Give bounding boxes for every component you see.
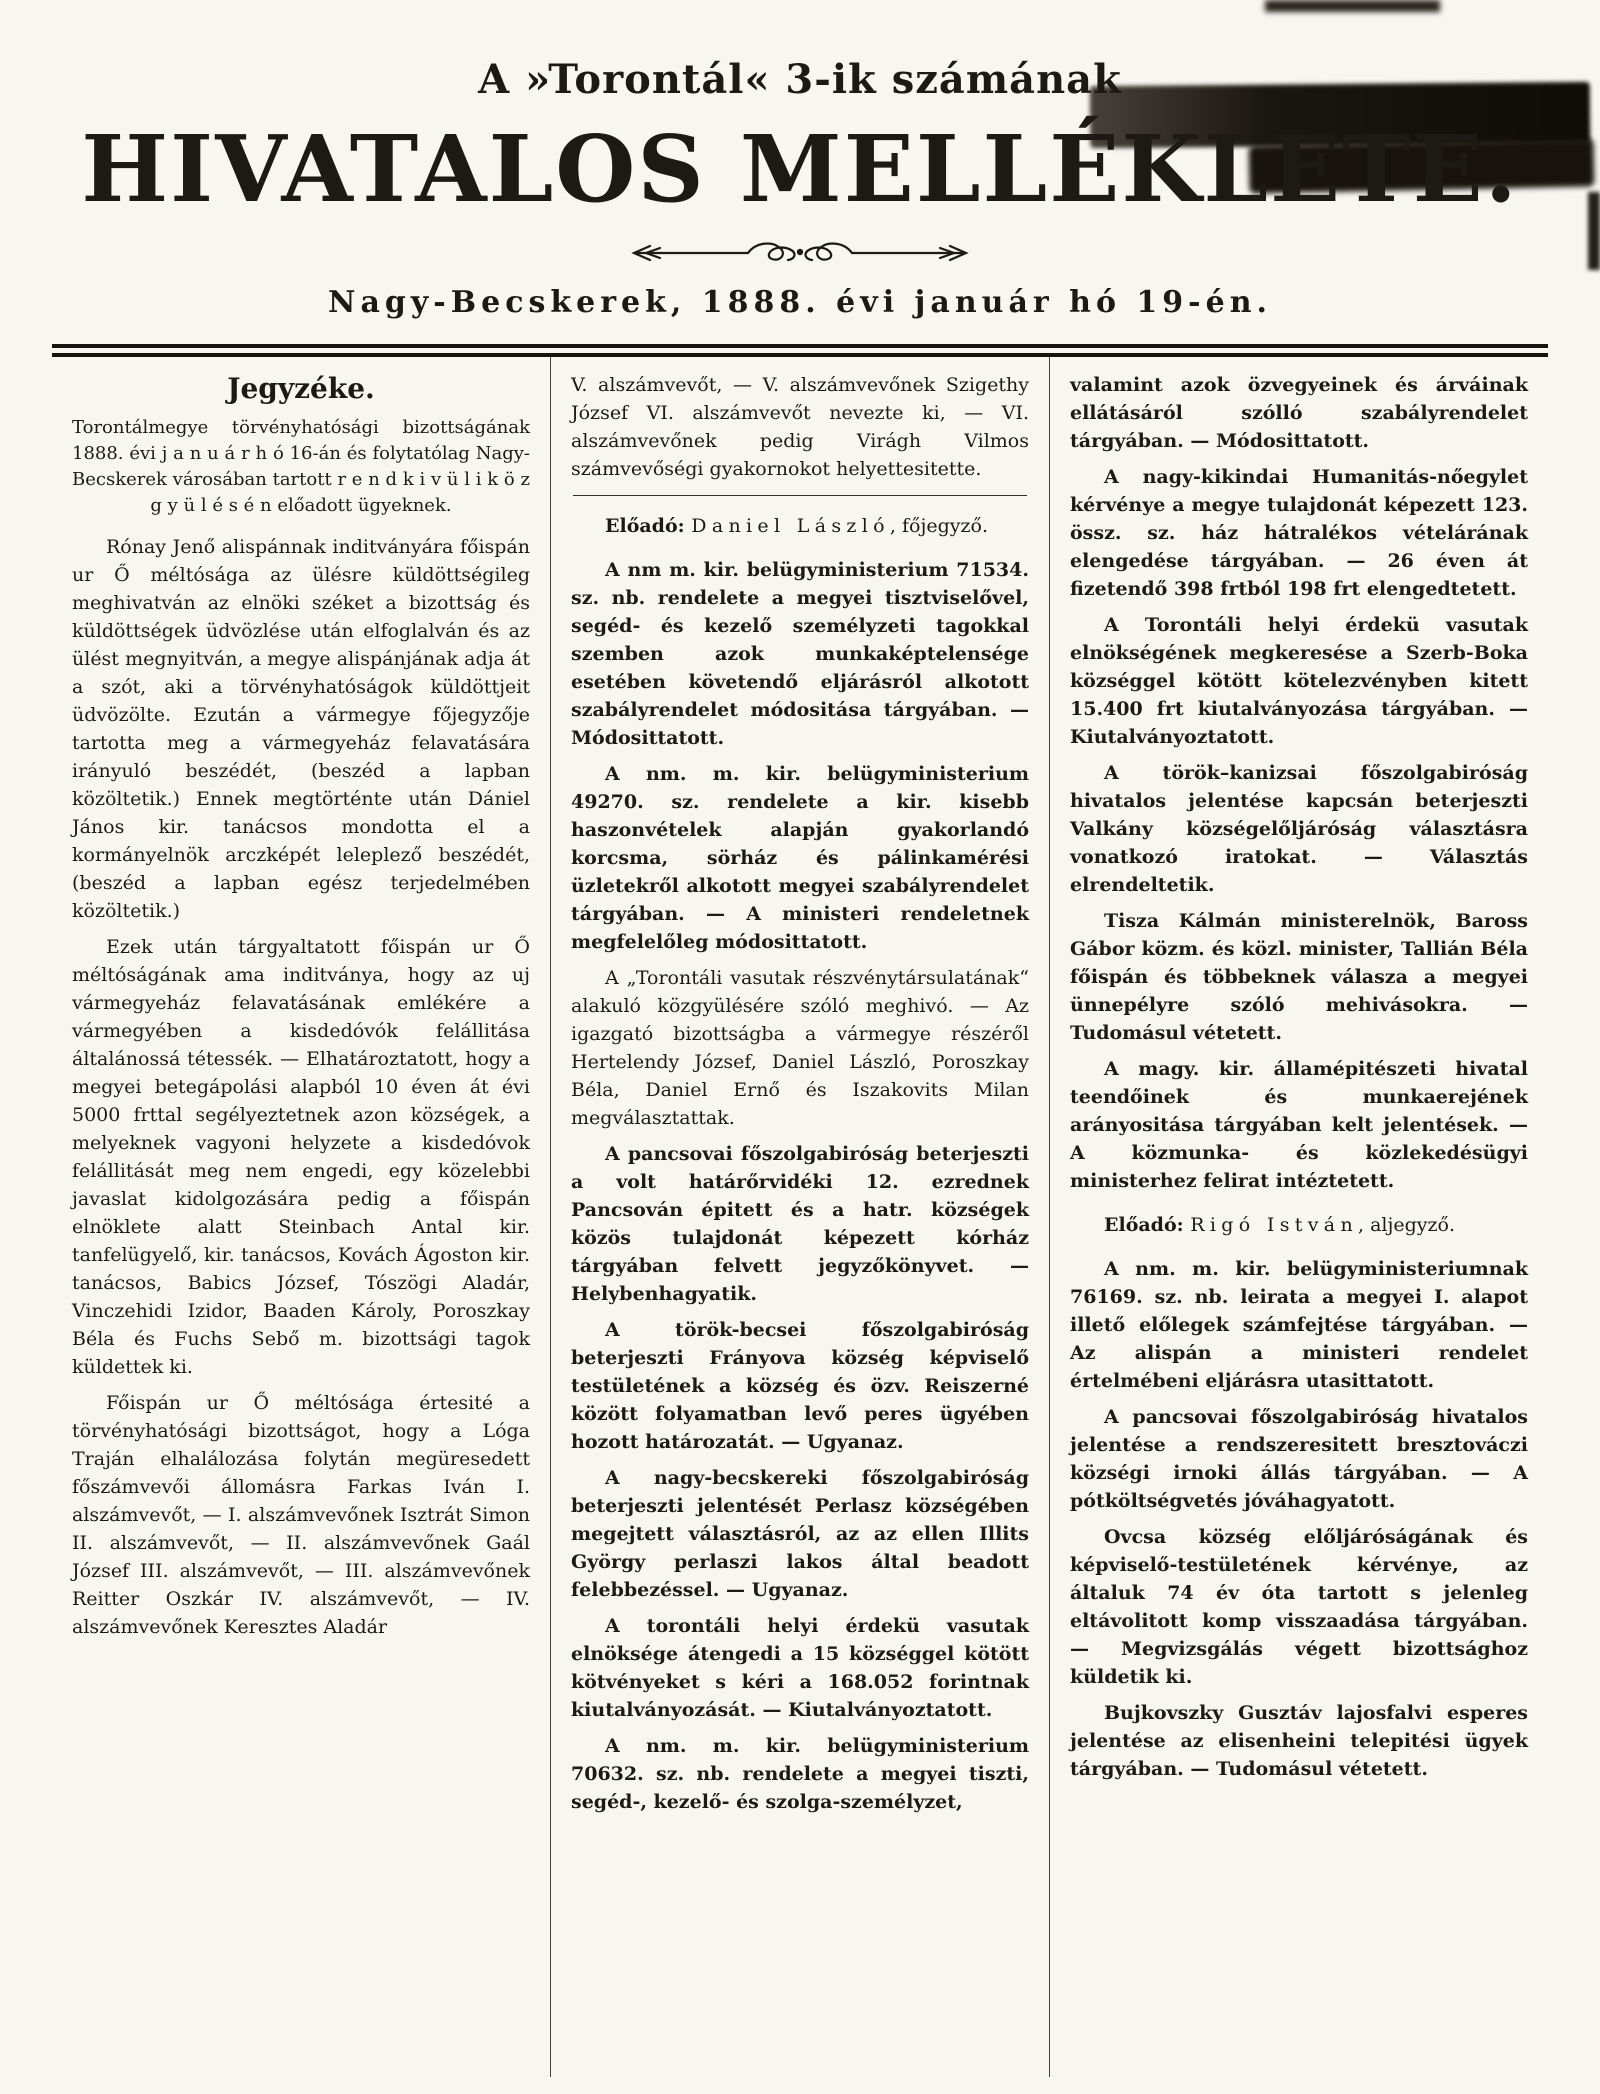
column-intro: Torontálmegye törvényhatósági bizottságának 1888. évi j a n u á r h ó 16-án és folytatólag Nagy-Becskerek városában tartott r e n d k i v ü l i k ö z g y ü l é s é n előadott ügyeknek. <box>72 417 530 516</box>
paragraph: Tisza Kálmán ministerelnök, Baross Gábor közm. és közl. minister, Tallián Béla főispán és többeknek válasza a megyei ünnepélyre szóló mehivásokra. — Tudomásul vétetett. <box>1070 910 1528 1044</box>
paragraph: A nm. m. kir. belügyministerium 70632. sz. nb. rendelete a megyei tiszti, segéd-, kezelő- és szolga-személyzet, <box>571 1735 1029 1813</box>
paragraph: A pancsovai főszolgabiróság beterjeszti a volt határőrvidéki 12. ezrednek Pancsován épitett és a hatr. községek közös tulajdonát képezett kórház tárgyában felvett jegyzőkönyvet. — Helybenhagyatik. <box>571 1143 1029 1305</box>
paragraph: A Torontáli helyi érdekü vasutak elnökségének megkeresése a Szerb-Boka községgel kötött kötelezvényben kitett 15.400 frt kiutalványozása tárgyában. — Kiutalványoztatott. <box>1070 614 1528 748</box>
scan-artifact <box>1588 192 1600 270</box>
paragraph: A nagy-kikindai Humanitás-nőegylet kérvénye a megye tulajdonát képezett 123. össz. sz. ház hátralékos vételárának elengedése tárgyában. — 26 éven át fizetendő 398 frtból 198 frt elengedtetett. <box>1070 466 1528 600</box>
presenter-line <box>571 512 1029 540</box>
paragraph: A nm m. kir. belügyministerium 71534. sz. nb. rendelete a megyei tisztviselővel, segéd- és kezelő személyzeti tagokkal szemben azok munkaképtelensége esetében követendő eljárásról alkotott szabályrendelet módositása tárgyában. — Módosittatott. <box>571 559 1029 749</box>
section-heading: Jegyzéke. <box>227 372 375 405</box>
paragraph: A pancsovai főszolgabiróság hivatalos jelentése a rendszeresitett bresztováczi községi irnoki állás tárgyában. — A pótköltségvetés jóváhagyatott. <box>1070 1406 1528 1512</box>
paragraph: A nm. m. kir. belügyministerium 49270. sz. rendelete a kir. kisebb haszonvételek alapján gyakorlandó korcsma, sörház és pálinkamérési üzletekről alkotott megyei szabályrendelet tárgyában. — A ministeri rendeletnek megfelelőleg módosittatott. <box>571 763 1029 953</box>
masthead <box>52 0 1548 320</box>
paragraph: A „Torontáli vasutak részvénytársulatának“ alakuló közgyülésére szóló meghivó. — Az igazgató bizottságba a vármegye részéről Hertelendy József, Daniel László, Poroszkay Béla, Daniel Ernő és Iszakovits Milan megválasztattak. <box>571 967 1029 1129</box>
paragraph: Ezek után tárgyaltatott főispán ur Ő méltóságának ama inditványa, hogy az uj vármegyeház felavatásának emlékére a vármegyében a kisdedóvók felállitása általánossá tétessék. — Elhatároztatott, hogy a megyei betegápolási alapból 10 éven át évi 5000 frttal segélyeztetnek azon községek, a melyeknek vagyoni helyzete a kisdedóvok felállitását meg nem engedi, egy közelebbi javaslat kidolgozására pedig a főispán elnöklete alatt Steinbach Antal kir. tanfelügyelő, kir. tanácsos, Kovách Ágoston kir. tanácsos, Babics József, Tószögi Aladár, Vinczehidi Izidor, Baaden Károly, Poroszkay Béla és Fuchs Sebő m. bizottsági tagok küldettek ki. <box>72 936 530 1378</box>
paragraph: Főispán ur Ő méltósága értesité a törvényhatósági bizottságot, hogy a Lóga Traján elhalálozása folytán megüresedett főszámvevői állomásra Farkas Iván I. alszámvevőt, — I. alszámvevőnek Isztrát Simon II. alszámvevőt, — II. alszámvevőnek Gaál József III. alszámvevőt, — III. alszámvevőnek Reitter Oszkár IV. alszámvevőt, — IV. alszámvevőnek Keresztes Aladár <box>72 1392 530 1638</box>
presenter-line <box>1070 1211 1528 1239</box>
article-columns <box>52 357 1548 2077</box>
paragraph: valamint azok özvegyeinek és árváinak ellátásáról szólló szabályrendelet tárgyában. — Módosittatott. <box>1070 374 1528 452</box>
section-divider <box>573 495 1027 496</box>
presenter-role: , főjegyző. <box>889 515 988 537</box>
paragraph: A torontáli helyi érdekü vasutak elnöksége átengedi a 15 községgel kötött kötvényeket s kéri a 168.052 forintnak kiutalványozását. — Kiutalványoztatott. <box>571 1615 1029 1721</box>
column-2 <box>550 357 1049 2077</box>
presenter-role: , aljegyző. <box>1358 1214 1456 1236</box>
paragraph: Rónay Jenő alispánnak inditványára főispán ur Ő méltósága az ülésre küldöttségileg meghivatván az elnöki széket a bizottság és küldöttségek üdvözlése után elfoglalván és az ülést megnyitván, a megye alispánjának adja át a szót, aki a törvényhatóságok küldöttjeit üdvözölte. Ezután a vármegye főjegyzője tartotta meg a vármegyeház felavatására irányuló beszédét, (beszéd a lapban közöltetik.) Ennek megtörténte után Dániel János kir. tanácsos mondotta el a kormányelnök arczképét leleplező beszédét, (beszéd a lapban egész terjedelmében közöltetik.) <box>72 536 530 922</box>
masthead-double-rule <box>52 344 1548 357</box>
masthead-title: HIVATALOS MELLÉKLETE. <box>81 115 1519 223</box>
paragraph: Bujkovszky Gusztáv lajosfalvi esperes jelentése az elisenheini telepitési ügyek tárgyában. — Tudomásul vétetett. <box>1070 1702 1528 1780</box>
column-1 <box>52 357 550 2077</box>
paragraph: A magy. kir. államépitészeti hivatal teendőinek és munkaerejének arányositása tárgyában kelt jelentések. — A közmunka- és közlekedésügyi ministerhez felirat intéztetett. <box>1070 1058 1528 1192</box>
dateline: Nagy-Becskerek, 1888. évi január hó 19-én. <box>328 285 1272 320</box>
presenter-label: Előadó: <box>1104 1214 1191 1236</box>
presenter-name: Daniel László <box>691 515 890 537</box>
paragraph: Ovcsa község előljáróságának és képviselő-testületének kérvénye, az általuk 74 év óta tartott s jelenleg eltávolitott komp visszaadása tárgyában. — Megvizsgálás végett bizottsághoz küldetik ki. <box>1070 1526 1528 1688</box>
presenter-label: Előadó: <box>605 515 692 537</box>
paragraph: A török-becsei főszolgabiróság beterjeszti Frányova község képviselő testületének a község és özv. Reiszerné között folyamatban levő peres ügyében hozott határozatát. — Ugyanaz. <box>571 1319 1029 1453</box>
paragraph: A nm. m. kir. belügyministeriumnak 76169. sz. nb. leirata a megyei I. alapot illető előlegek számfejtése tárgyában. — Az alispán a ministeri rendelet értelmébeni eljárásra utasittatott. <box>1070 1258 1528 1392</box>
ornament-flourish-icon <box>52 237 1548 269</box>
masthead-kicker: A »Torontál« 3-ik számának <box>478 56 1122 103</box>
paragraph: A török–kanizsai főszolgabiróság hivatalos jelentése kapcsán beterjeszti Valkány községelőljáróság választásra vonatkozó iratokat. — Választás elrendeltetik. <box>1070 762 1528 896</box>
paragraph: A nagy-becskereki főszolgabiróság beterjeszti jelentését Perlasz községében megejtett választásról, az az ellen Illits György perlaszi lakos által beadott felebbezéssel. — Ugyanaz. <box>571 1467 1029 1601</box>
paragraph: V. alszámvevőt, — V. alszámvevőnek Szigethy József VI. alszámvevőt nevezte ki, — VI. alszámvevőnek pedig Virágh Vilmos számvevőségi gyakornokot helyettesitette. <box>571 374 1029 480</box>
presenter-name: Rigó István <box>1190 1214 1359 1236</box>
column-3 <box>1049 357 1548 2077</box>
